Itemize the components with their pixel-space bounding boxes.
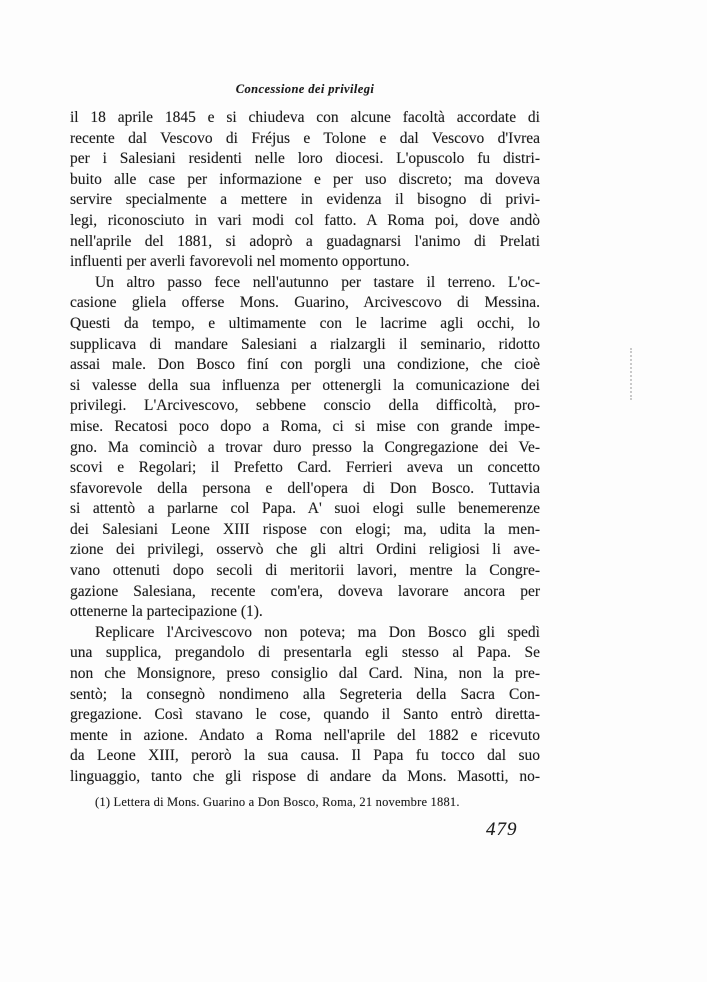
- text-line: da Leone XIII, perorò la sua causa. Il Papa fu tocco dal suo: [70, 747, 540, 765]
- text-line: si attentò a parlarne col Papa. A' suoi elogi sulle benemerenze: [70, 500, 540, 518]
- text-line: Un altro passo fece nell'autunno per tastare il terreno. L'oc-: [95, 273, 540, 291]
- text-line: buito alle case per informazione e per uso discreto; ma doveva: [70, 170, 540, 188]
- text-line: assai male. Don Bosco finí con porgli una condizione, che cioè: [70, 356, 540, 374]
- text-line: non che Monsignore, preso consiglio dal Card. Nina, non la pre-: [70, 665, 540, 683]
- text-line: casione gliela offerse Mons. Guarino, Arcivescovo di Messina.: [70, 294, 540, 312]
- paragraph: [70, 273, 540, 623]
- text-line: privilegi. L'Arcivescovo, sebbene conscio della difficoltà, pro-: [70, 397, 540, 415]
- text-line: ottenerne la partecipazione (1).: [70, 603, 263, 621]
- text-line: dei Salesiani Leone XIII rispose con elogi; ma, udita la men-: [70, 520, 540, 538]
- scan-artifact-line: [630, 348, 632, 400]
- text-line: influenti per averli favorevoli nel momento opportuno.: [70, 253, 410, 271]
- text-line: scovi e Regolari; il Prefetto Card. Ferrieri aveva un concetto: [70, 459, 540, 477]
- text-line: supplicava di mandare Salesiani a rialzargli il seminario, ridotto: [70, 335, 540, 353]
- text-line: sfavorevole della persona e dell'opera di Don Bosco. Tuttavia: [70, 479, 540, 497]
- text-line: vano ottenuti dopo secoli di meritorii lavori, mentre la Congre-: [70, 562, 540, 580]
- text-line: per i Salesiani residenti nelle loro diocesi. L'opuscolo fu distri-: [70, 150, 540, 168]
- text-line: Questi da tempo, e ultimamente con le lacrime agli occhi, lo: [70, 314, 540, 332]
- text-line: recente dal Vescovo di Fréjus e Tolone e dal Vescovo d'Ivrea: [70, 129, 540, 147]
- text-line: zione dei privilegi, osservò che gli altri Ordini religiosi li ave-: [70, 541, 540, 559]
- paragraph: [70, 108, 540, 273]
- running-header: Concessione dei privilegi: [235, 82, 375, 96]
- text-line: gregazione. Così stavano le cose, quando il Santo entrò diretta-: [70, 706, 540, 724]
- text-line: si valesse della sua influenza per ottenergli la comunicazione dei: [70, 376, 540, 394]
- text-line: gazione Salesiana, recente com'era, doveva lavorare ancora per: [70, 582, 540, 600]
- text-line: una supplica, pregandolo di presentarla egli stesso al Papa. Se: [70, 644, 540, 662]
- text-line: Replicare l'Arcivescovo non poteva; ma Don Bosco gli spedì: [95, 623, 540, 641]
- text-line: nell'aprile del 1881, si adoprò a guadagnarsi l'animo di Prelati: [70, 232, 540, 250]
- text-line: servire specialmente a mettere in evidenza il bisogno di privi-: [70, 191, 540, 209]
- text-line: linguaggio, tanto che gli rispose di andare da Mons. Masotti, no-: [70, 768, 540, 785]
- text-line: sentò; la consegnò nondimeno alla Segreteria della Sacra Con-: [70, 685, 540, 703]
- text-line: legi, riconosciuto in vari modi col fatto. A Roma poi, dove andò: [70, 211, 540, 229]
- text-line: il 18 aprile 1845 e si chiudeva con alcune facoltà accordate di: [70, 109, 540, 126]
- text-line: mente in azione. Andato a Roma nell'aprile del 1882 e ricevuto: [70, 726, 540, 744]
- footnote: (1) Lettera di Mons. Guarino a Don Bosco, Roma, 21 novembre 1881.: [95, 795, 460, 809]
- body-text: [70, 108, 540, 788]
- text-line: mise. Recatosi poco dopo a Roma, ci si mise con grande impe-: [70, 417, 540, 435]
- paragraph: [70, 623, 540, 788]
- page-number: 479: [486, 819, 518, 840]
- text-line: gno. Ma cominciò a trovar duro presso la Congregazione dei Ve-: [70, 438, 540, 456]
